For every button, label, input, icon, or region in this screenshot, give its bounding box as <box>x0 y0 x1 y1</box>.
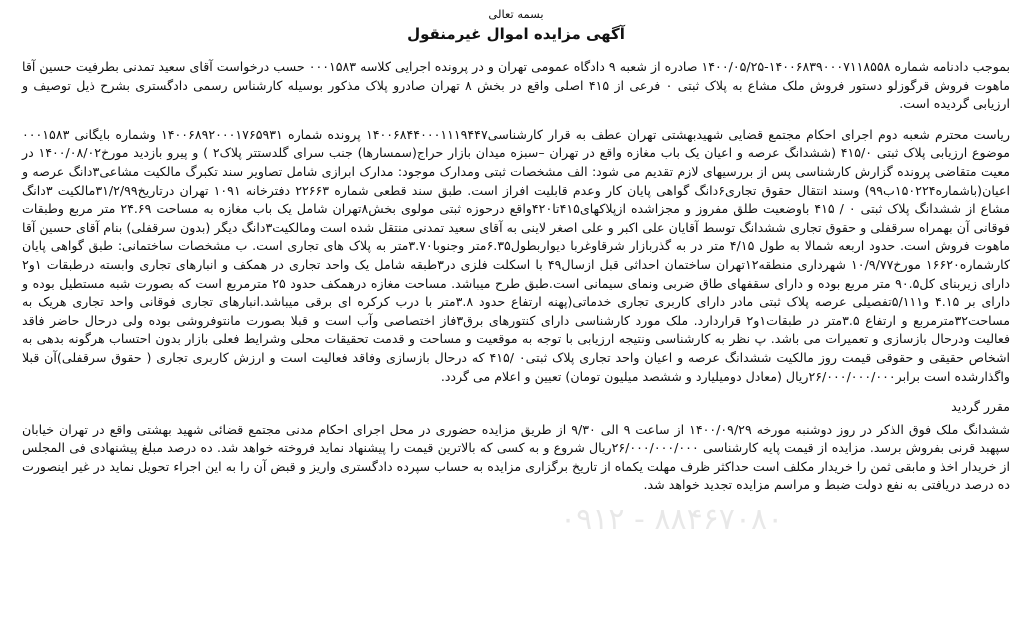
paragraph-expert-report: ریاست محترم شعبه دوم اجرای احکام مجتمع قضایی شهیدبهشتی تهران عطف به قرار کارشناسی۱۴۰۰۶۸۴۴۰۰۰۱۱۱۹۴۴۷ پرونده شماره ۱۴۰۰۶۸۹۲۰۰۰۱۷۶۵۹۳۱ وشماره بایگانی ۰۰۰۱۵۸۳ موضوع ارزیابی پلاک ثبتی ۴۱۵/۰ (ششدانگ عرصه و اعیان یک باب مغازه واقع در تهران –سبزه میدان بازار حراج(سمسارها) جنب سرای گلدستتر پلاک۲ ) و پیرو بازدید مورخ۱۴۰۰/۰۸/۰۲ در معیت متقاضی پرونده گزارش کارشناسی پس از بررسیهای لازم تقدیم می شود: الف مشخصات ثبتی ومدارک موجود: مدارک ابرازی شامل تصاویر سند تکبرگ مالکیت مشاعی۳دانگ عرصه و اعیان(باشماره۱۵۰۲۲۴ب۹۹) وسند انتقال حقوق تجاری۶دانگ گواهی پایان کار وعدم قابلیت افراز است. طبق سند قطعی شماره ۲۲۶۶۳ دفترخانه ۱۰۹۱ تهران درتاریخ۳۱/۲/۹۹مالکیت ۳دانگ مشاع از ششدانگ پلاک ثبتی ۰ / ۴۱۵ باوضعیت طلق مفروز و مجزاشده ازپلاکهای۴۱۵تا۴۲۰واقع درحوزه ثبتی مولوی بخش۸تهران شامل یک باب مغازه به مساحت ۲۴.۶۹ متر مربع وطبقات فوقانی آن بهمراه سرقفلی و حقوق تجاری ششدانگ توسط آقایان علی اکبر و علی اصغر لاینی به آقای سعید تمدنی منتقل شده است ومالکیت۳دانگ دیگر (بدون سرقفلی) بنام آقای حسین آقا ماهوت فروش است. حدود اربعه شمالا به طول ۴/۱۵ متر در به گذربازار شرقاوغربا دیواربطول۶.۳۵متر وجنوبا۳.۷۰متر به پلاک های تجاری است. ب مشخصات ساختمانی: طبق گواهی پایان کارشماره۱۶۶۲۰ مورخ۱۰/۹/۷۷ شهرداری منطقه۱۲تهران ساختمان احداثی قبل ازسال۴۹ با اسکلت فلزی در۳طبقه شامل یک واحد تجاری در همکف و انبارهای تجاری وابسته درطبقات ۱و۲ دارای زیربنای کل۹۰.۵ متر مربع بوده و دارای سقفهای طاق ضربی ونمای سیمانی است.طبق طرح میباشد. مساحت مغازه درهمکف حدود ۲۵ مترمربع است که بصورت شبه مستطیل بوده و دارای بر ۴.۱۵ و۵/۱۱۱تفصیلی عرصه پلاک ثبتی مادر دارای کاربری تجاری خدماتی(پهنه ارتفاع حدود ۳.۸متر با درب کرکره ای برقی میباشد.انبارهای تجاری فوقانی واحد تجاری هریک به مساحت۳۲مترمربع و ارتفاع ۳.۵متر در طبقات۱و۲ قراردارد. ملک مورد کارشناسی دارای کنتورهای برق۳فاز اختصاصی وآب است و قبلا بصورت مانتوفروشی بوده ولی درحال حاضر فاقد فعالیت ودرحال بازسازی و تعمیرات می باشد. پ نظر به کارشناسی ونتیجه ارزیابی با توجه به موقعیت و مساحت و قدمت تحقیقات محلی وشرایط فعلی بازار بدون احتساب هرگونه بدهی به اشخاص حقیقی و حقوقی قیمت روز مالکیت ششدانگ عرصه و اعیان واحد تجاری پلاک ثبتی۰ /۴۱۵ که درحال بازسازی وفاقد فعالیت است و ارزش کاربری تجاری ( حقوق سرقفلی)آن قبلا واگذارشده است برابر۲۶/۰۰۰/۰۰۰/۰۰۰ریال (معادل دومیلیارد و ششصد میلیون تومان) تعیین و اعلام می گردد. <box>22 126 1011 384</box>
paragraph-court-order: بموجب دادنامه شماره ۱۴۰۰۶۸۳۹۰۰۰۷۱۱۸۵۵۸-۱۴۰۰/۰۵/۲۵ صادره از شعبه ۹ دادگاه عمومی تهران و در پرونده اجرایی کلاسه ۰۰۰۱۵۸۳ حسب درخواست آقای سعید تمدنی بطرفیت حسین آقا ماهوت فروش قرگوزلو دستور فروش ملک مشاع به پلاک ثبتی ۰ فرعی از ۴۱۵ اصلی واقع در بخش ۸ تهران صادرو پلاک مذکور بوسیله کارشناس رسمی دادگستری بشرح ذیل توصیف و ارزیابی گردیده است. <box>22 59 1010 112</box>
notice-title: آگهی مزایده اموال غیرمنقول <box>407 25 625 43</box>
phone-watermark: ۰۹۱۲ - ۸۸۴۶۷۰۸۰ <box>560 502 784 537</box>
paragraph-auction-terms: ششدانگ ملک فوق الذکر در روز دوشنبه مورخه ۱۴۰۰/۰۹/۲۹ از ساعت ۹ الی ۹/۳۰ از طریق مزایده حضوری در محل اجرای احکام مدنی مجتمع قضائی شهید بهشتی واقع در تهران خیابان سپهبد قرنی بفروش برسد. مزایده از قیمت پایه کارشناسی ۲۶/۰۰۰/۰۰۰/۰۰۰ریال شروع و به کسی که بالاترین قیمت را پیشنهاد نماید فروخته خواهد شد. ده درصد مبلغ پیشنهادی فی المجلس از خریدار اخذ و مابقی ثمن را خریدار مکلف است حداکثر ظرف مهلت یکماه از تاریخ برگزاری مزایده به حساب سپرده دادگستری واریز و قبض آن را به این اجراء تحویل نماید در غیر اینصورت ده درصد دریافتی به نفع دولت ضبط و مراسم مزایده تجدید خواهد شد. <box>22 421 1010 493</box>
decided-label: مقرر گردید <box>951 399 1010 415</box>
invocation-heading: بسمه تعالی <box>488 7 544 21</box>
